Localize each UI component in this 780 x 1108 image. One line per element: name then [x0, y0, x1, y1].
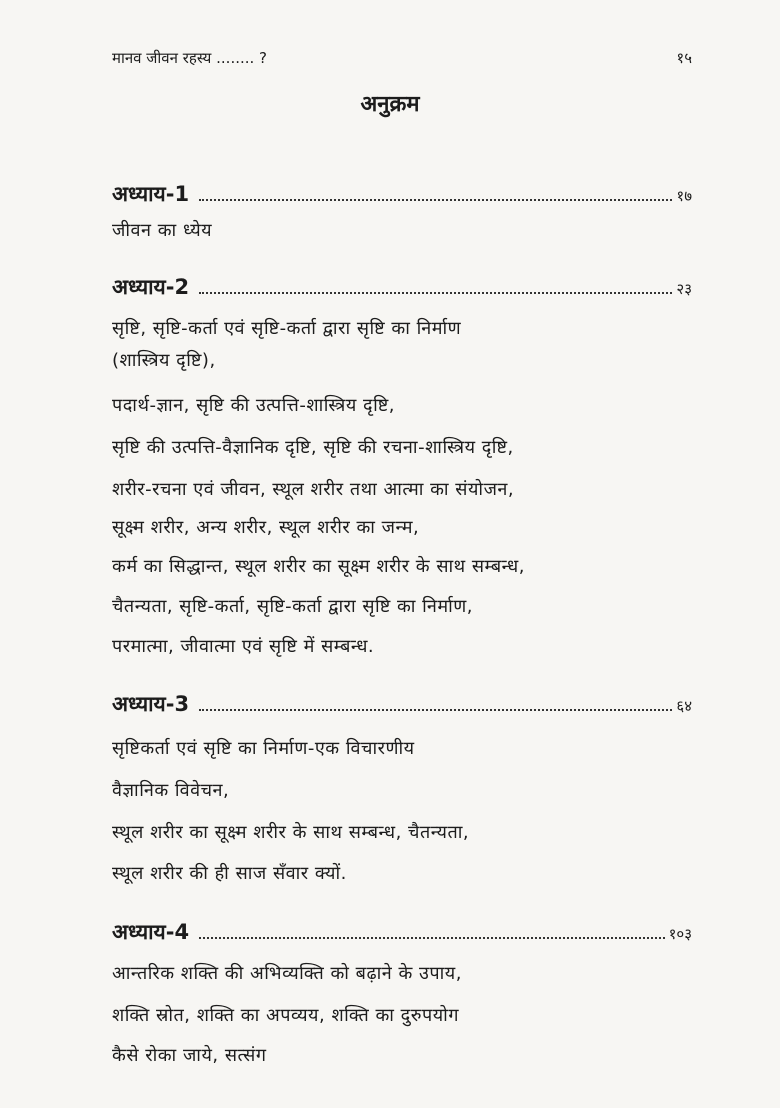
toc-line: कर्म का सिद्धान्त, स्थूल शरीर का सूक्ष्म शरीर के साथ सम्बन्ध, [112, 556, 525, 577]
toc-line: पदार्थ-ज्ञान, सृष्टि की उत्पत्ति-शास्त्रिय दृष्टि, [112, 395, 395, 416]
toc-line: सृष्टि की उत्पत्ति-वैज्ञानिक दृष्टि, सृष्टि की रचना-शास्त्रिय दृष्टि, [112, 437, 514, 458]
chapter-heading: अध्याय-4 [112, 920, 190, 944]
toc-line: वैज्ञानिक विवेचन, [112, 780, 230, 801]
toc-line: स्थूल शरीर का सूक्ष्म शरीर के साथ सम्बन्ध, चैतन्यता, [112, 822, 470, 843]
toc-line: आन्तरिक शक्ति की अभिव्यक्ति को बढ़ाने के उपाय, [112, 963, 462, 984]
page-title: अनुक्रम [360, 92, 420, 117]
toc-line: परमात्मा, जीवात्मा एवं सृष्टि में सम्बन्ध. [112, 636, 375, 657]
dot-leader [199, 198, 672, 201]
toc-entry-chapter-1 [112, 180, 692, 208]
toc-entry-chapter-2 [112, 273, 692, 301]
toc-line: शरीर-रचना एवं जीवन, स्थूल शरीर तथा आत्मा का संयोजन, [112, 479, 515, 500]
toc-line: कैसे रोका जाये, सत्संग [112, 1045, 267, 1066]
dot-leader [199, 936, 665, 939]
chapter-heading: अध्याय-2 [112, 275, 190, 299]
toc-line: स्थूल शरीर की ही साज सँवार क्यों. [112, 863, 347, 884]
dot-leader [199, 291, 672, 294]
chapter-page: ६४ [676, 697, 692, 715]
toc-line: (शास्त्रिय दृष्टि), [112, 350, 216, 371]
toc-line: सृष्टि, सृष्टि-कर्ता एवं सृष्टि-कर्ता द्वारा सृष्टि का निर्माण [112, 318, 462, 339]
toc-entry-chapter-3 [112, 690, 692, 718]
toc-line: जीवन का ध्येय [112, 220, 213, 241]
toc-line: शक्ति स्रोत, शक्ति का अपव्यय, शक्ति का दुरुपयोग [112, 1005, 459, 1026]
toc-entry-chapter-4 [112, 918, 692, 946]
toc-line: चैतन्यता, सृष्टि-कर्ता, सृष्टि-कर्ता द्वारा सृष्टि का निर्माण, [112, 596, 473, 617]
page-number: १५ [676, 49, 692, 67]
chapter-page: १०३ [668, 925, 692, 943]
running-header-title: मानव जीवन रहस्य ........ ? [112, 49, 268, 67]
chapter-page: २३ [676, 280, 692, 298]
chapter-heading: अध्याय-1 [112, 182, 190, 206]
dot-leader [199, 708, 672, 711]
toc-line: सृष्टिकर्ता एवं सृष्टि का निर्माण-एक विचारणीय [112, 738, 415, 759]
chapter-page: १७ [676, 187, 692, 205]
toc-line: सूक्ष्म शरीर, अन्य शरीर, स्थूल शरीर का जन्म, [112, 517, 420, 538]
chapter-heading: अध्याय-3 [112, 692, 190, 716]
